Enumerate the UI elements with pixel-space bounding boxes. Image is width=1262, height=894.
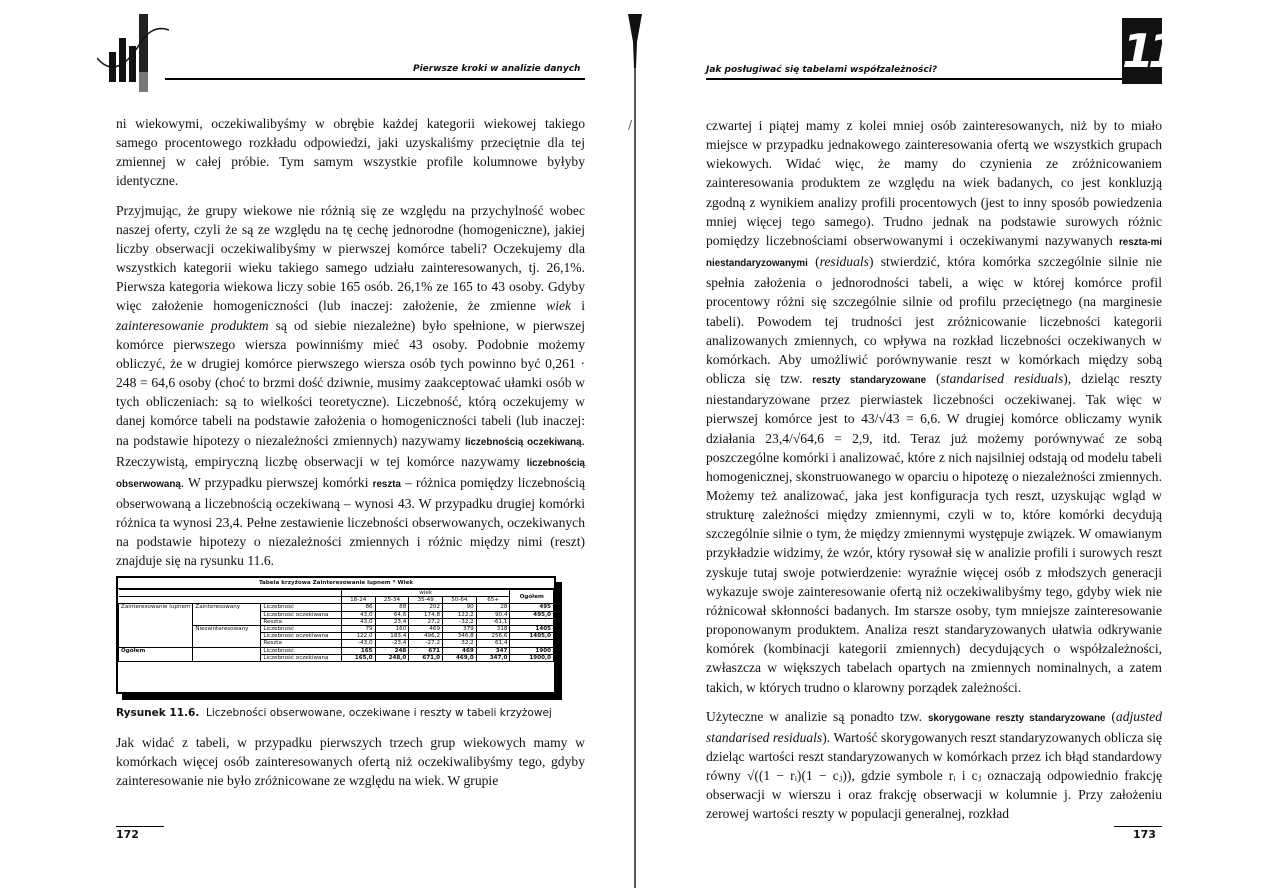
table-cell: 43,0 [341, 618, 375, 625]
table-cell: 495,0 [510, 611, 554, 618]
stat-label: Liczebność oczekiwana [261, 633, 342, 640]
table-cell: 32,2 [443, 640, 477, 647]
right-paragraph-2 [706, 707, 1162, 824]
text-run: są od siebie niezależne) było spełnione, w pierwszej komórce pierwszego wiersza powinniśmy mieć 43 osoby. Podobnie możemy obliczyć, że w drugiej komórce pierwszego wiersza osób tych powinno być 0,261 · 248 = 64,6 osoby (choć to brzmi dość dziwnie, musimy zaakceptować ułamki osób w tych obliczeniach: są to wielkości teoretyczne). Liczebność, którą oczekujemy w danej komórce tabeli na podstawie założenia o homogeniczności tabeli (lub inaczej: na podstawie hipotezy o niezależności zmiennych) nazywamy [116, 317, 585, 448]
text-run: . Rzeczywistą, empiryczną liczbę obserwacji w tej komórce nazywamy [116, 432, 586, 469]
page-number-rule [1114, 826, 1162, 827]
table-cell: 165 [341, 647, 375, 654]
table-cell: -23,4 [375, 640, 409, 647]
table-cell: 347,0 [476, 654, 510, 661]
table-cell: 86 [341, 604, 375, 611]
right-page [631, 0, 1262, 894]
table-cell [510, 618, 554, 625]
left-body-after-figure [116, 733, 585, 800]
table-cell: 671,0 [409, 654, 443, 661]
table-cell: 88 [375, 604, 409, 611]
table-cell: 23,4 [375, 618, 409, 625]
row-group-label: Zainteresowany [193, 604, 261, 626]
table-cell: 318 [476, 626, 510, 633]
stat-label: Liczebność [261, 647, 342, 654]
text-run: i [571, 298, 585, 314]
table-cell: 79 [341, 626, 375, 633]
running-header-right: Jak posługiwać się tabelami współzależności? [706, 65, 938, 75]
text-run: czwartej i piątej mamy z kolei mniej osób zainteresowanych, niż by to miało miejsce w przypadku jednakowego zainteresowania ofertą we wszystkich grupach wiekowych. Widać więc, że mamy do czynienia ze zróżnicowaniem zainteresowania produktem ze względu na wiek badanych, co jest konkluzją zgodną z wynikiem analizy profili procentowych (jest to inny sposób powiedzenia mniej więcej tego samego). Trudno jednak na podstawie surowych różnic pomiędzy liczebnościami obserwowanymi i oczekiwanymi nazywanych [706, 118, 1162, 248]
bold-term: liczebnością obserwowaną [116, 457, 585, 490]
stat-label: Liczebność [261, 626, 342, 633]
text-run: – różnica pomiędzy liczebnością obserwowaną a liczebnością oczekiwaną – wynosi 43. W przypadku drugiej komórki różnica ta wynosi 23,4. Pełne zestawienie liczebności obserwowanych, oczekiwanych na podstawie hipotezy o niezależności zmiennych i różnic między nimi (reszt) znajduje się na rysunku 11.6. [116, 474, 585, 569]
text-run: ). Wartość skorygowanych reszt standaryzowanych oblicza się dzieląc wartości reszt standaryzowanych w komórkach przez ich błąd standardowy równy √((1 − rᵢ)(1 − cⱼ)), gdzie symbole rᵢ i cⱼ oznaczają odpowiednio frakcję obserwacji w wierszu i oraz frakcję obserwacji w kolumnie j. Przy założeniu zerowej wartości reszty w populacji generalnej, rozkład [706, 729, 1163, 822]
total-label: Ogółem [119, 647, 193, 661]
table-cell: 1900,0 [510, 654, 554, 661]
chapter-number-tab: 11 [1122, 18, 1162, 84]
text-run: ), dzieląc reszty niestandaryzowane przez pierwiastek liczebności oczekiwanej. Tak więc w pierwszej komórce jest to 43/√43 = 6,6. W drugiej komórce obliczamy wynik działania 23,4/√64,6 = 2,9, itd. Teraz już możemy porównywać ze sobą poszczególne komórki i analizować, które z nich najsilniej odstają od modelu tabeli homogenicznej, skonstruowanego w oparciu o hipotezę o niezależności zmiennych. Możemy też analizować, jaka jest konfiguracja tych reszt, uzyskując wgląd w strukturę zależności między zmiennymi, czyli w to, które komórki decydują szczególnie silnie o tym, że między zmiennymi występuje związek. W omawianym przykładzie widzimy, że wzór, który rysował się w analizie profili i surowych reszt zyskuje tutaj swoje potwierdzenie: wyraźnie więcej osób z młodszych generacji wykazuje swoje zainteresowanie ofertą niż oczekiwalibyśmy tego, gdyby wiek nie różnicował skłonności badanych. Im starsze osoby, tym mniejsze zainteresowanie proponowanym produktem. Analiza reszt standaryzowanych ułatwia odkrywanie komórek (kombinacji kategorii zmiennych) decydujących o współzależności, zwłaszcza w większych tabelach opartych na zmiennych nominalnych, a zatem takich, w których trudno o klarowny porządek zależności. [706, 371, 1162, 695]
table-cell: 202 [409, 604, 443, 611]
table-cell: -61,1 [476, 618, 510, 625]
left-paragraph-1 [116, 114, 585, 191]
left-paragraph-3: Jak widać z tabeli, w przypadku pierwszych trzech grup wiekowych mamy w komórkach więcej osób zainteresowanych ofertą niż oczekiwalibyśmy tego, gdyby zainteresowanie nie było zróżnicowane ze względu na wiek. W grupie [116, 735, 585, 789]
page-number-left: 172 [116, 828, 139, 841]
bold-term: skorygowane reszty standaryzowane [927, 712, 1106, 724]
bold-term: reszta-mi niestandaryzowanymi [706, 236, 1162, 270]
row-variable-label: Zainteresowanie lupnem [119, 604, 193, 647]
book-logo-icon [97, 12, 169, 94]
table-cell: 469,0 [443, 654, 477, 661]
table-cell: 1405,0 [510, 633, 554, 640]
italic-term: adjusted standarised residuals [706, 708, 1162, 745]
text-run: ( [926, 371, 941, 387]
figure-caption [116, 707, 552, 719]
stat-label: Liczebność oczekiwana [261, 654, 342, 661]
table-row [119, 647, 554, 654]
table-cell: -27,2 [409, 640, 443, 647]
bold-term: reszta [372, 478, 401, 490]
table-cell: 27,2 [409, 618, 443, 625]
stat-label: Reszta [261, 618, 342, 625]
text-run: ( [807, 254, 820, 270]
table-cell: 183,4 [375, 633, 409, 640]
column-header: 65+ [476, 597, 510, 604]
table-cell: 90 [443, 604, 477, 611]
text-run: ( [1105, 708, 1116, 724]
text-run: Przyjmując, że grupy wiekowe nie różnią się ze względu na przychylność wobec naszej oferty, czyli że są ze względu na tę cechę jednorodne (homogeniczne), jakiej liczby obserwacji oczekiwalibyśmy w pierwszej komórce tabeli? Oczekujemy dla wszystkich kategorii wieku takiego samego udziału zainteresowanych, tj. 26,1%. Pierwsza kategoria wiekowa liczy sobie 165 osób. 26,1% ze 165 to 43 osoby. Gdyby więc założenie homogeniczności (lub inaczej: założenie, że zmienne [116, 202, 585, 314]
table-cell: 248 [375, 647, 409, 654]
right-paragraph-1 [706, 116, 1162, 697]
caption-text: Liczebności obserwowane, oczekiwane i reszty w tabeli krzyżowej [206, 707, 552, 719]
column-header: 50-64 [443, 597, 477, 604]
row-group-label: Niezainteresowany [193, 626, 261, 648]
table-cell: -43,0 [341, 640, 375, 647]
page-number-right: 173 [1133, 828, 1156, 841]
table-cell: -32,2 [443, 618, 477, 625]
table-cell: 671 [409, 647, 443, 654]
table-cell: 248,0 [375, 654, 409, 661]
bold-term: reszty standaryzowane [812, 375, 927, 387]
table-cell: 160 [375, 626, 409, 633]
crosstab-inner [118, 578, 554, 692]
header-rule [165, 78, 585, 80]
table-cell: 496,2 [409, 633, 443, 640]
page-number-rule [116, 826, 164, 827]
caption-label: Rysunek 11.6. [116, 707, 200, 719]
table-row [119, 590, 554, 597]
column-header: 18-24 [341, 597, 375, 604]
stat-label: Reszta [261, 640, 342, 647]
italic-term: zainteresowanie produktem [116, 317, 269, 333]
italic-term: wiek [546, 298, 572, 314]
text-run: Użyteczne w analizie są ponadto tzw. [706, 708, 928, 724]
left-paragraph-2 [116, 201, 585, 571]
table-cell: 90,4 [476, 611, 510, 618]
stat-label: Liczebność oczekiwana [261, 611, 342, 618]
table-cell: 165,0 [341, 654, 375, 661]
crosstab-table [118, 589, 554, 662]
column-header: Ogółem [510, 590, 554, 604]
table-cell: 1900 [510, 647, 554, 654]
table-cell: 122,0 [341, 633, 375, 640]
italic-term: residuals [819, 254, 869, 270]
column-header: 25-34 [375, 597, 409, 604]
table-cell: 379 [443, 626, 477, 633]
table-cell: 43,0 [341, 611, 375, 618]
table-row [119, 604, 554, 611]
crosstab-figure [116, 576, 556, 694]
gutter-mark: / [628, 118, 633, 132]
stat-label: Liczebność [261, 604, 342, 611]
running-header-left: Pierwsze kroki w analizie danych [413, 64, 581, 74]
column-group-header: wiek [341, 590, 510, 597]
table-cell: 495 [510, 604, 554, 611]
table-cell: 346,8 [443, 633, 477, 640]
column-header: 35-49 [409, 597, 443, 604]
table-cell [510, 640, 554, 647]
table-cell: 122,2 [443, 611, 477, 618]
table-row [119, 597, 554, 604]
table-cell: 1405 [510, 626, 554, 633]
table-cell: 61,4 [476, 640, 510, 647]
crosstab-title: Tabela krzyżowa Zainteresowanie lupnem * Wiek [118, 578, 554, 589]
text-run: ni wiekowymi, oczekiwalibyśmy w obrębie każdej kategorii wiekowej takiego samego procentowego rozkładu odpowiedzi, jaki uzyskaliśmy przeciętnie dla tej zmiennej w całej próbie. Tym samym wszystkie profile kolumnowe byłyby identyczne. [116, 116, 585, 189]
table-cell: 64,6 [375, 611, 409, 618]
table-cell: 469 [443, 647, 477, 654]
right-body-text [706, 116, 1162, 834]
table-cell: 28 [476, 604, 510, 611]
table-cell: 347 [476, 647, 510, 654]
table-cell: 256,6 [476, 633, 510, 640]
header-rule [706, 78, 1122, 80]
text-run: ) stwierdzić, która komórka szczególnie silnie nie spełnia założenia o jednorodności tabeli, a więc w której komórce profil procentowy różni się szczególnie silnie od profilu przeciętnego (na marginesie tabeli). Powodem tej trudności jest zróżnicowanie liczebności kategorii analizowanych zmiennych, co wpływa na rozkład liczebności oczekiwanych w komórkach. Aby umożliwić porównywanie reszt w komórkach między sobą oblicza się tzw. [706, 254, 1162, 387]
table-cell: 469 [409, 626, 443, 633]
left-body-text [116, 114, 585, 581]
italic-term: standarised residuals [940, 371, 1064, 387]
bold-term: liczebnością oczekiwaną [465, 436, 582, 448]
table-cell: 174,8 [409, 611, 443, 618]
text-run: . W przypadku pierwszej komórki [180, 474, 373, 490]
